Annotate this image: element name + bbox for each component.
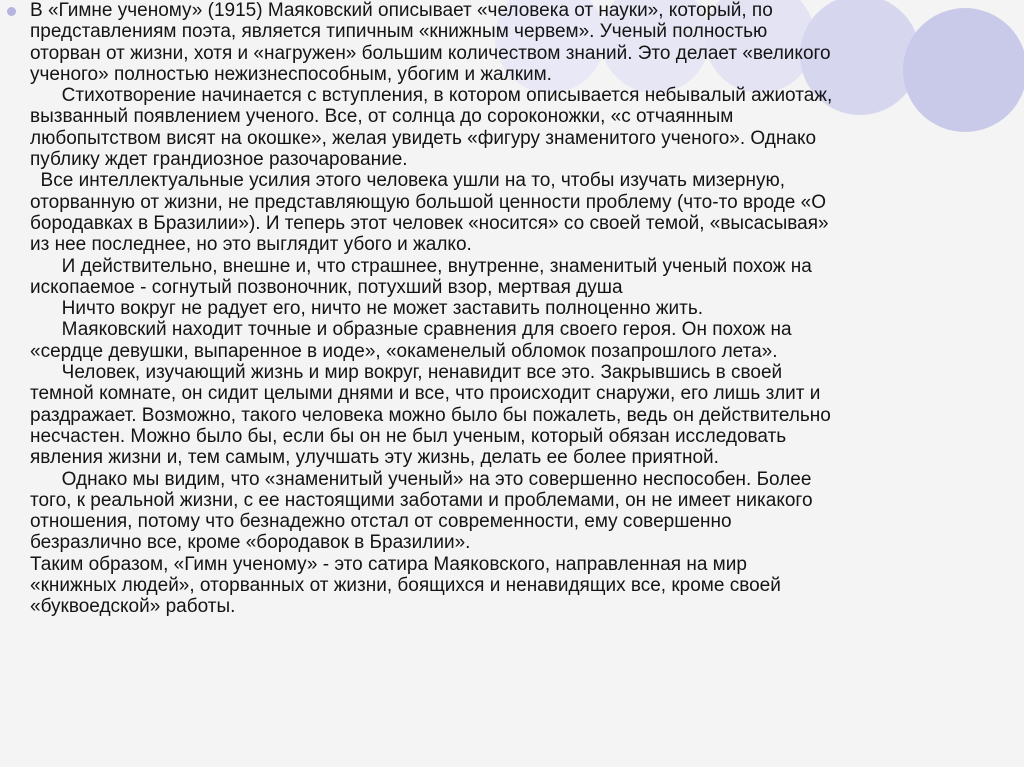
text-line: Стихотворение начинается с вступления, в котором описывается небывалый ажиотаж, — [30, 85, 833, 107]
text-line: бородавках в Бразилии»). И теперь этот человек «носится» со своей темой, «высасывая» — [30, 212, 829, 234]
text-line: Все интеллектуальные усилия этого человека ушли на то, чтобы изучать мизерную, — [30, 170, 786, 192]
bullet-icon — [7, 7, 16, 16]
text-line: ученого» полностью нежизнеспособным, убогим и жалким. — [30, 63, 552, 85]
text-line: В «Гимне ученому» (1915) Маяковский описывает «человека от науки», который, по — [30, 0, 773, 21]
text-line: оторванную от жизни, не представляющую большой ценности проблему (что-то вроде «О — [30, 191, 826, 213]
text-line: представлениям поэта, является типичным «книжным червем». Ученый полностью — [30, 21, 768, 43]
text-line: Таким образом, «Гимн ученому» - это сатира Маяковского, направленная на мир — [30, 553, 747, 575]
text-line: «буквоедской» работы. — [30, 596, 236, 618]
text-line: безразлично все, кроме «бородавок в Бразилии». — [30, 532, 471, 554]
text-line: Ничто вокруг не радует его, ничто не может заставить полноценно жить. — [30, 298, 704, 320]
text-line: «сердце девушки, выпаренное в иоде», «окаменелый обломок позапрошлого лета». — [30, 340, 778, 362]
text-line: ископаемое - согнутый позвоночник, потухший взор, мертвая душа — [30, 276, 623, 298]
text-line: любопытством висят на окошке», желая увидеть «фигуру знаменитого ученого». Однако — [30, 127, 817, 149]
text-line: Однако мы видим, что «знаменитый ученый» на это совершенно неспособен. Более — [30, 468, 812, 490]
text-line: Маяковский находит точные и образные сравнения для своего героя. Он похож на — [30, 319, 792, 341]
text-line: И действительно, внешне и, что страшнее, внутренне, знаменитый ученый похож на — [30, 255, 812, 277]
text-line: раздражает. Возможно, такого человека можно было бы пожалеть, ведь он действительно — [30, 404, 831, 426]
text-line: вызванный появлением ученого. Все, от солнца до сороконожки, «с отчаянным — [30, 106, 734, 128]
slide-body-text — [30, 0, 1015, 618]
text-line: темной комнате, он сидит целыми днями и все, что происходит снаружи, его лишь злит и — [30, 383, 821, 405]
text-line: из нее последнее, но это выглядит убого и жалко. — [30, 234, 472, 256]
text-line: «книжных людей», оторванных от жизни, боящихся и ненавидящих все, кроме своей — [30, 575, 781, 597]
text-line: оторван от жизни, хотя и «нагружен» большим количеством знаний. Это делает «великого — [30, 42, 831, 64]
text-line: несчастен. Можно было бы, если бы он не был ученым, который обязан исследовать — [30, 425, 787, 447]
text-line: явления жизни и, тем самым, улучшать эту жизнь, делать ее более приятной. — [30, 447, 719, 469]
text-line: отношения, потому что безнадежно отстал от современности, ему совершенно — [30, 511, 732, 533]
text-line: публику ждет грандиозное разочарование. — [30, 149, 408, 171]
text-line: того, к реальной жизни, с ее настоящими заботами и проблемами, он не имеет никакого — [30, 489, 813, 511]
text-line: Человек, изучающий жизнь и мир вокруг, ненавидит все это. Закрывшись в своей — [30, 362, 783, 384]
